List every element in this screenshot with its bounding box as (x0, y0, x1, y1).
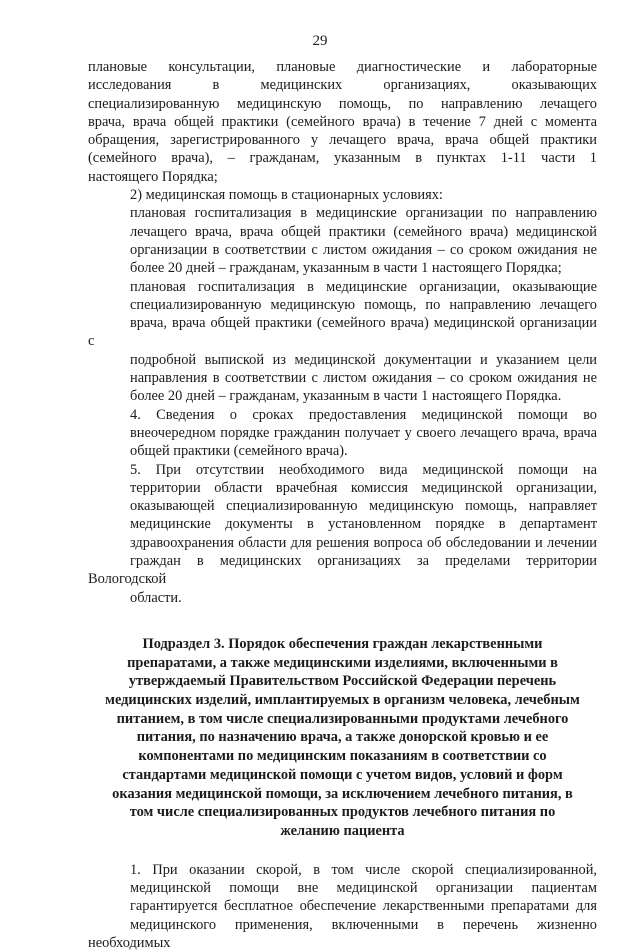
paragraph-planned-hospitalization-1 (88, 204, 597, 277)
paragraph-emergency-care (88, 861, 597, 952)
text-line: медицинской помощи вне медицинской организации пациентам (130, 879, 597, 896)
text-line: гарантируется бесплатное обеспечение лекарственными препаратами для (130, 898, 597, 915)
heading-line: утверждаемый Правительством Российской Федерации перечень (128, 673, 557, 690)
text-line: медицинского применения, включенными в перечень жизненно необходимых (88, 916, 597, 951)
heading-line: стандартами медицинской помощи с учетом видов, условий и форм (122, 766, 563, 783)
text-line: территории области врачебная комиссия медицинской организации, (130, 479, 597, 496)
text-line: врача, врача общей практики (семейного врача) медицинской организации с (88, 315, 597, 350)
text-line: 2) медицинская помощь в стационарных условиях: (130, 187, 443, 204)
text-line: более 20 дней – гражданам, указанным в части 1 настоящего Порядка. (130, 388, 562, 405)
paragraph-consultations (88, 58, 597, 186)
text-line: (семейного врача), – гражданам, указанным в пунктах 1-11 части 1 (88, 150, 597, 167)
text-line: оказывающей специализированную медицинскую помощь, направляет (130, 498, 597, 515)
text-line: лечащего врача, врача общей практики (семейного врача) медицинской (130, 223, 597, 240)
text-line: настоящего Порядка; (88, 168, 218, 185)
text-line: специализированную медицинскую помощь, по направлению лечащего (130, 296, 597, 313)
heading-line: том числе специализированных продуктов лечебного питания по (129, 804, 556, 821)
heading-line: Подраздел 3. Порядок обеспечения граждан лекарственными (142, 635, 543, 652)
text-line: граждан в медицинских организациях за пределами территории Вологодской (88, 553, 597, 588)
heading-line: медицинских изделий, имплантируемых в организм человека, лечебным (105, 692, 580, 709)
heading-line: компонентами по медицинским показаниям в соответствии со (138, 748, 547, 765)
text-line: специализированную медицинскую помощь, по направлению лечащего (88, 95, 597, 112)
text-line: плановая госпитализация в медицинские организации, оказывающие (130, 278, 597, 295)
text-line: подробной выпиской из медицинской документации и указанием цели (130, 351, 597, 368)
paragraph-item-4 (88, 406, 597, 461)
heading-line: оказания медицинской помощи, за исключением лечебного питания, в (112, 785, 573, 802)
section-heading (88, 635, 597, 841)
heading-line: препаратами, а также медицинскими изделиями, включенными в (127, 654, 558, 671)
text-line: 4. Сведения о сроках предоставления медицинской помощи во (130, 406, 597, 423)
text-line: общей практики (семейного врача). (130, 443, 348, 460)
heading-line: желанию пациента (280, 822, 405, 839)
text-line: организации в соответствии с листом ожидания – со сроком ожидания не (130, 241, 597, 258)
text-line: здравоохранения области для решения вопроса об обследовании и лечении (130, 534, 597, 551)
text-line: плановая госпитализация в медицинские организации по направлению (130, 205, 597, 222)
text-line: обращения, зарегистрированного у лечащего врача, врача общей практики (88, 132, 597, 149)
body-text (88, 58, 597, 952)
paragraph-item-5 (88, 461, 597, 607)
text-line: 1. При оказании скорой, в том числе скорой специализированной, (130, 861, 597, 878)
paragraph-planned-hospitalization-2 (88, 278, 597, 406)
page-number: 29 (312, 33, 328, 49)
text-line: медицинские документы в установленном порядке в департамент (130, 516, 597, 533)
text-line: врача, врача общей практики (семейного врача) в течение 7 дней с момента (88, 113, 597, 130)
text-line: области. (130, 589, 182, 606)
text-line: исследования в медицинских организациях, оказывающих (88, 77, 597, 94)
text-line: плановые консультации, плановые диагностические и лабораторные (88, 59, 597, 75)
text-line: направления в соответствии с листом ожидания – со сроком ожидания не (130, 370, 597, 387)
paragraph-inpatient-care (88, 186, 597, 204)
heading-line: питания, по назначению врача, а также донорской кровью и ее (136, 729, 549, 746)
text-line: более 20 дней – гражданам, указанным в части 1 настоящего Порядка; (130, 260, 562, 277)
text-line: 5. При отсутствии необходимого вида медицинской помощи на (130, 461, 597, 478)
heading-line: питанием, в том числе специализированными продуктами лечебного (116, 710, 569, 727)
text-line: внеочередном порядке гражданин получает у своего лечащего врача, врача (130, 424, 597, 441)
